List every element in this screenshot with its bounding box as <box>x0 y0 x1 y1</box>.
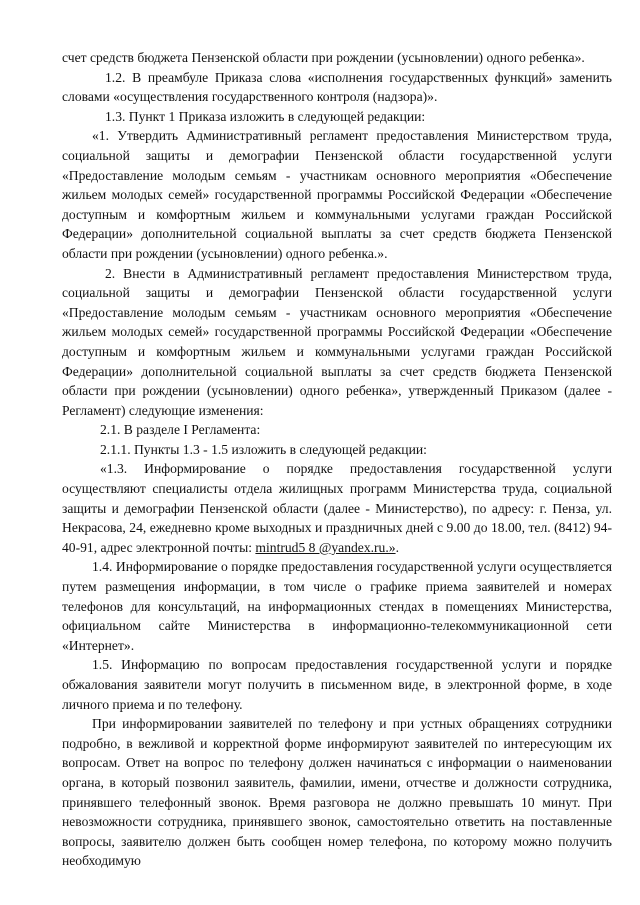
paragraph-2-1: 2.1. В разделе I Регламента: <box>100 422 261 438</box>
paragraph-1-4: 1.4. Информирование о порядке предоставления государственной услуги осуществляется путем размещения информации, в том числе о графике приема заявителей и номерах телефонов для консультаций, на информационных стендах в помещениях Министерства, официальном сайте Министерства в информационно-телекоммуникационной сети «Интернет». <box>62 559 612 653</box>
paragraph-2-1-1: 2.1.1. Пункты 1.3 - 1.5 изложить в следующей редакции: <box>100 441 427 457</box>
document-page <box>62 48 612 871</box>
email-link[interactable]: mintrud5 8 @yandex.ru.» <box>255 539 396 555</box>
paragraph-1-5: 1.5. Информацию по вопросам предоставления государственной услуги и порядке обжалования заявители могут получить в письменном виде, в электронной форме, в ходе личного приема и по телефону. <box>62 657 612 712</box>
paragraph-1-quote: «1. Утвердить Административный регламент предоставления Министерством труда, социальной защиты и демографии Пензенской области государственной услуги «Предоставление молодым семьям - участникам основного мероприятия «Обеспечение жильем молодых семей» государственной программы Российской Федерации «Обеспечение доступным и комфортным жильем и коммунальными услугами граждан Российской Федерации» дополнительной социальной выплаты за счет средств бюджета Пензенской области при рождении (усыновлении) одного ребенка.». <box>62 128 612 261</box>
paragraph-1-2: 1.2. В преамбуле Приказа слова «исполнения государственных функций» заменить словами «осуществления государственного контроля (надзора)». <box>62 69 612 105</box>
paragraph-1-3-tail: . <box>395 539 399 555</box>
paragraph-1-3-text: «1.3. Информирование о порядке предоставления государственной услуги осуществляют специалисты отдела жилищных программ Министерства труда, социальной защиты и демографии Пензенской области (далее - Министерство), по адресу: г. Пенза, ул. Некрасова, 24, ежедневно кроме выходных и праздничных дней с 9.00 до 18.00, тел. (8412) 94-40-91, адрес электронной почты: <box>62 461 612 555</box>
paragraph-1-3: 1.3. Пункт 1 Приказа изложить в следующей редакции: <box>105 108 426 124</box>
paragraph-phone-info: При информировании заявителей по телефону и при устных обращениях сотрудники подробно, в вежливой и корректной форме информируют заявителей по интересующим их вопросам. Ответ на вопрос по телефону должен начинаться с информации о наименовании органа, в который позвонил заявитель, фамилии, имени, отчестве и должности сотрудника, принявшего телефонный звонок. Время разговора не должно превышать 10 минут. При невозможности сотрудника, принявшего звонок, самостоятельно ответить на поставленные вопросы, заявителю должен быть сообщен номер телефона, по которому можно получить необходимую <box>62 716 612 869</box>
paragraph-2: 2. Внести в Административный регламент предоставления Министерством труда, социальной защиты и демографии Пензенской области государственной услуги «Предоставление молодым семьям - участникам основного мероприятия «Обеспечение жильем молодых семей» государственной программы Российской Федерации «Обеспечение доступным и комфортным жильем и коммунальными услугами граждан Российской Федерации» дополнительной социальной выплаты за счет средств бюджета Пензенской области при рождении (усыновлении) одного ребенка», утвержденный Приказом (далее - Регламент) следующие изменения: <box>62 265 612 418</box>
paragraph-continuation: счет средств бюджета Пензенской области при рождении (усыновлении) одного ребенка». <box>62 50 585 65</box>
paragraph-1-3-quote <box>62 459 612 557</box>
